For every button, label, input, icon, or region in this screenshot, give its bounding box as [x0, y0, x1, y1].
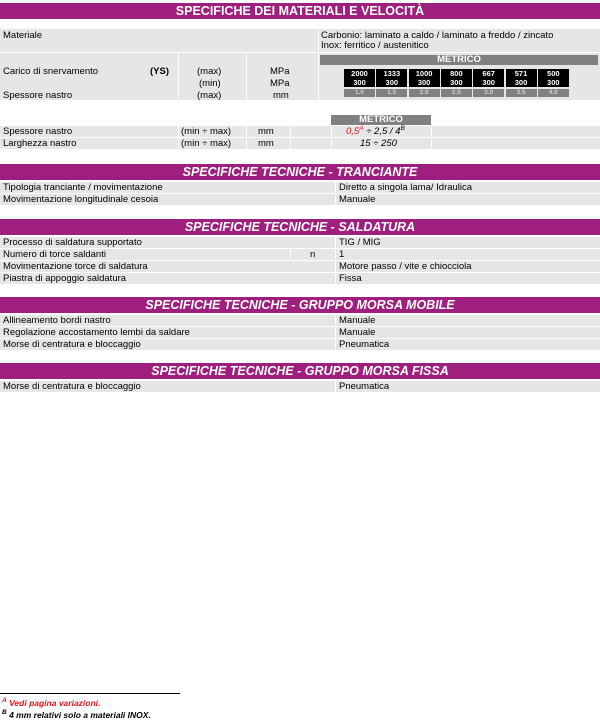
strip-larghezza-value: 15 ÷ 250 — [360, 138, 397, 149]
saldatura-row-label: Processo di saldatura supportato — [3, 237, 142, 248]
thickness-cell: 3.5 — [506, 89, 537, 97]
footnote-b — [2, 710, 151, 720]
saldatura-row-unit: n — [310, 249, 316, 260]
strip-spessore-label: Spessore nastro — [3, 126, 73, 137]
ys-min-cell: 300 — [506, 78, 537, 87]
morsa-mobile-row — [0, 327, 600, 339]
ys-min-cell: 300 — [441, 78, 472, 87]
tranciante-row — [0, 194, 600, 206]
saldatura-header: SPECIFICHE TECNICHE - SALDATURA — [0, 219, 600, 235]
ys-max-cell: 500 — [538, 69, 569, 78]
tranciante-header: SPECIFICHE TECNICHE - TRANCIANTE — [0, 164, 600, 180]
morsa-fissa-row-value: Pneumatica — [339, 381, 390, 392]
tranciante-row — [0, 182, 600, 194]
tranciante-row-label: Tipologia tranciante / movimentazione — [3, 182, 163, 193]
materiale-value-inox: Inox: ferritico / austenitico — [321, 40, 429, 51]
saldatura-row-label: Numero di torce saldanti — [3, 249, 106, 260]
carico-code: (YS) — [150, 66, 169, 77]
morsa-mobile-row-value: Manuale — [339, 327, 376, 338]
saldatura-row-value: TIG / MIG — [339, 237, 381, 248]
morsa-mobile-header: SPECIFICHE TECNICHE - GRUPPO MORSA MOBILE — [0, 297, 600, 313]
footnote-a-text: Vedi pagina variazioni. — [9, 698, 101, 708]
spessore-label: Spessore nastro — [3, 90, 73, 101]
thickness-cell: 2.5 — [441, 89, 472, 97]
strip-spessore-value — [346, 124, 405, 138]
footnote-a — [2, 698, 100, 708]
saldatura-row — [0, 261, 600, 273]
thickness-cell: 2.0 — [409, 89, 440, 97]
tranciante-row-value: Manuale — [339, 194, 376, 205]
ys-max-cell: 1000 — [409, 69, 440, 78]
spessore-max-label: (max) — [197, 90, 222, 101]
morsa-mobile-row — [0, 315, 600, 327]
strip-metrico-row — [0, 114, 600, 126]
ys-min-cell: 300 — [538, 78, 569, 87]
carico-min-label: (min) — [199, 78, 221, 89]
saldatura-row — [0, 237, 600, 249]
strip-spessore-range: (min ÷ max) — [181, 126, 232, 137]
ys-min-cell: 300 — [409, 78, 440, 87]
footnote-b-ref: B — [400, 124, 405, 132]
tranciante-row-label: Movimentazione longitudinale cesoia — [3, 194, 159, 205]
carico-label: Carico di snervamento — [3, 66, 99, 77]
strip-spessore-min: 0,5 — [346, 126, 360, 137]
strip-spessore-rest: ÷ 2,5 / 4 — [366, 126, 401, 137]
materiale-label: Materiale — [3, 30, 43, 41]
ys-min-cell: 300 — [376, 78, 407, 87]
materials-header: SPECIFICHE DEI MATERIALI E VELOCITÀ — [0, 3, 600, 19]
carico-max-unit: MPa — [270, 66, 290, 77]
metrico-label: METRICO — [320, 55, 598, 65]
ys-max-cell: 571 — [506, 69, 537, 78]
carico-block — [0, 53, 600, 101]
footnote-b-text: 4 mm relativi solo a materiali INOX. — [9, 710, 151, 720]
morsa-mobile-row-label: Allineamento bordi nastro — [3, 315, 111, 326]
saldatura-row-value: Motore passo / vite e chiocciola — [339, 261, 472, 272]
morsa-mobile-row-label: Regolazione accostamento lembi da saldare — [3, 327, 190, 338]
carico-min-unit: MPa — [270, 78, 290, 89]
morsa-mobile-row-value: Pneumatica — [339, 339, 390, 350]
saldatura-row-label: Piastra di appoggio saldatura — [3, 273, 127, 284]
morsa-mobile-row-label: Morse di centratura e bloccaggio — [3, 339, 141, 350]
strip-spessore-row — [0, 126, 600, 138]
strip-metrico-label: METRICO — [331, 115, 431, 125]
footnote-b-marker: B — [2, 709, 7, 717]
ys-min-cell: 300 — [473, 78, 504, 87]
ys-max-cell: 1333 — [376, 69, 407, 78]
morsa-fissa-row-label: Morse di centratura e bloccaggio — [3, 381, 141, 392]
thickness-cell: 1.0 — [344, 89, 375, 97]
ys-max-cell: 800 — [441, 69, 472, 78]
thickness-cell: 3.0 — [473, 89, 504, 97]
saldatura-row — [0, 273, 600, 285]
strip-larghezza-row — [0, 138, 600, 150]
strip-larghezza-unit: mm — [258, 138, 274, 149]
strip-larghezza-range: (min ÷ max) — [181, 138, 232, 149]
carico-max-label: (max) — [197, 66, 222, 77]
saldatura-row-value: 1 — [339, 249, 345, 260]
ys-min-cell: 300 — [344, 78, 375, 87]
strip-larghezza-label: Larghezza nastro — [3, 138, 77, 149]
ys-max-cell: 667 — [473, 69, 504, 78]
spessore-unit: mm — [273, 90, 289, 101]
thickness-cell: 4.0 — [538, 89, 569, 97]
ys-max-cell: 2000 — [344, 69, 375, 78]
tranciante-row-value: Diretto a singola lama/ Idraulica — [339, 182, 473, 193]
materiale-value-carbon: Carbonio: laminato a caldo / laminato a freddo / zincato — [321, 30, 554, 41]
strip-spessore-unit: mm — [258, 126, 274, 137]
saldatura-row-value: Fissa — [339, 273, 362, 284]
morsa-fissa-header: SPECIFICHE TECNICHE - GRUPPO MORSA FISSA — [0, 363, 600, 379]
morsa-fissa-row — [0, 381, 600, 393]
footnote-a-ref: A — [359, 124, 364, 132]
morsa-mobile-row — [0, 339, 600, 351]
morsa-mobile-row-value: Manuale — [339, 315, 376, 326]
thickness-cell: 1.5 — [376, 89, 407, 97]
footnote-divider — [0, 693, 180, 694]
saldatura-row-label: Movimentazione torce di saldatura — [3, 261, 148, 272]
materiale-row — [0, 29, 600, 53]
footnote-a-marker: A — [2, 697, 7, 705]
saldatura-row — [0, 249, 600, 261]
